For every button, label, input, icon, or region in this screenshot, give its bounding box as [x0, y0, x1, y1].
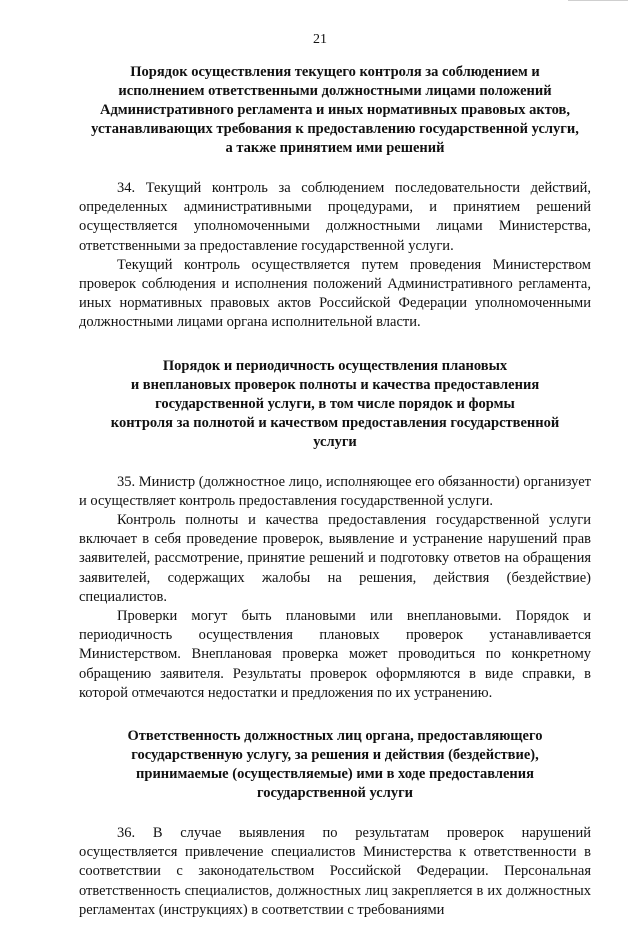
section-responsibility: [79, 727, 591, 920]
heading-line: принимаемые (осуществляемые) ими в ходе предоставления: [136, 766, 534, 783]
paragraph: Проверки могут быть плановыми или внеплановыми. Порядок и периодичность осуществления плановых проверок устанавливается Министерством. Внеплановая проверка может проводиться по конкретному обращению заявителя. Результаты проверок оформляются в виде справки, в которой отмечаются недостатки и предложения по их устранению.: [79, 608, 591, 701]
section-current-control: [79, 63, 591, 333]
scan-edge-mark: [568, 0, 628, 7]
paragraph-36: 36. В случае выявления по результатам проверок нарушений осуществляется привлечение специалистов Министерства к ответственности в соответствии с законодательством Российской Федерации. Персональная ответственность специалистов, должностных лиц закрепляется в их должностных регламентах (инструкциях) в соответствии с требованиями: [79, 825, 591, 918]
heading-line: исполнением ответственными должностными лицами положений: [118, 83, 552, 99]
section-heading: [79, 727, 591, 803]
heading-line: контроля за полнотой и качеством предоставления государственной: [110, 414, 560, 431]
section-inspections: [79, 357, 591, 703]
heading-line: государственной услуги: [256, 785, 414, 802]
heading-line: а также принятием ими решений: [225, 140, 445, 156]
paragraph-35: 35. Министр (должностное лицо, исполняющее его обязанности) организует и осуществляет контроль предоставления государственной услуги.: [79, 473, 591, 509]
paragraph: Контроль полноты и качества предоставления государственной услуги включает в себя проведение проверок, выявление и устранение нарушений прав заявителей, рассмотрение, принятие решений и подготовку ответов на обращения заявителей, содержащих жалобы на решения, действия (бездействие) специалистов.: [79, 512, 591, 605]
heading-line: и внеплановых проверок полноты и качества предоставления: [130, 376, 540, 393]
paragraph-34: 34. Текущий контроль за соблюдением последовательности действий, определенных административными процедурами, и принятием решений осуществляется уполномоченными должностными лицами Министерства, ответственными за предоставление государственной услуги.: [79, 180, 591, 254]
heading-line: услуги: [313, 433, 357, 450]
section-heading: [79, 357, 591, 452]
heading-line: государственной услуги, в том числе порядок и формы: [155, 395, 515, 412]
page-number: 21: [313, 32, 327, 47]
heading-line: Порядок и периодичность осуществления плановых: [162, 357, 508, 374]
paragraph: Текущий контроль осуществляется путем проведения Министерством проверок соблюдения и исполнения положений Административного регламента, иных нормативных правовых актов Российской Федерации уполномоченными должностными лицами органа исполнительной власти.: [79, 256, 591, 331]
heading-line: Административного регламента и иных нормативных правовых актов,: [99, 102, 571, 118]
document-body: [79, 63, 591, 944]
section-heading: [79, 63, 591, 158]
heading-line: Ответственность должностных лиц органа, предоставляющего: [127, 728, 543, 745]
heading-line: государственную услугу, за решения и действия (бездействие),: [131, 747, 539, 764]
heading-line: Порядок осуществления текущего контроля за соблюдением и: [130, 64, 540, 80]
heading-line: устанавливающих требования к предоставлению государственной услуги,: [91, 121, 579, 137]
